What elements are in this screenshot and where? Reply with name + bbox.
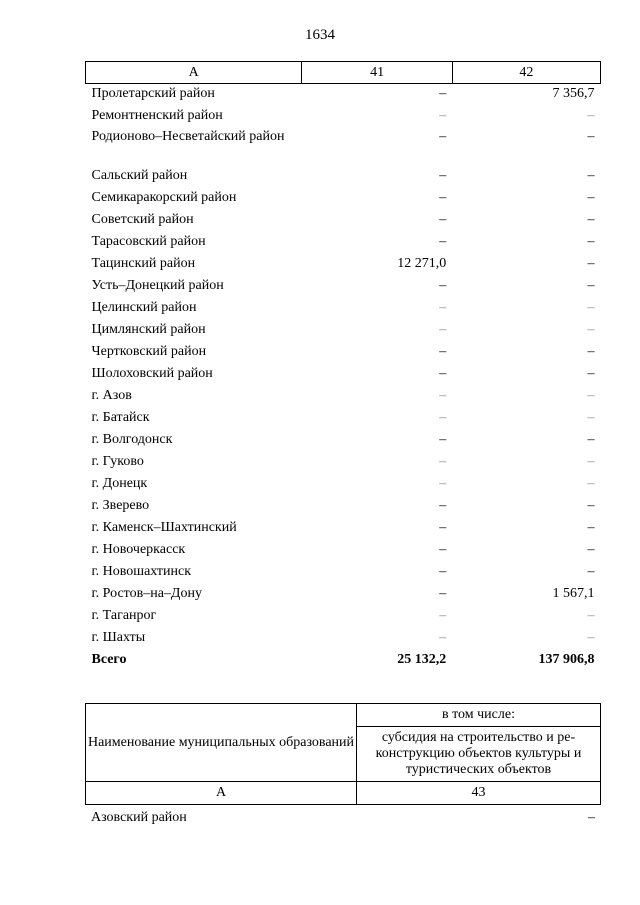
row-value-42: –: [587, 190, 595, 205]
table-header-row: [86, 62, 601, 84]
row-name: Шолоховский район: [91, 366, 213, 381]
row-name: Чертковский район: [91, 344, 207, 359]
table-row: [86, 232, 601, 254]
row-value-41: –: [439, 344, 447, 359]
row-value-41: –: [439, 212, 447, 227]
row-name: Целинский район: [91, 300, 197, 315]
row-value-42: –: [587, 234, 595, 249]
total-row: [86, 650, 601, 672]
row-value-42: –: [587, 454, 595, 469]
table-row: [86, 540, 601, 562]
row-value-42: –: [587, 366, 595, 381]
row-value-41: –: [439, 520, 447, 535]
row-value-42: –: [587, 432, 595, 447]
row-value-41: –: [439, 108, 447, 123]
row-name: г. Азов: [91, 388, 132, 403]
row-value-41: –: [439, 168, 447, 183]
row-value-41: –: [439, 129, 447, 144]
row-value-42: –: [587, 564, 595, 579]
row-name: Родионово–Несветайский район: [91, 129, 285, 144]
row-name: Пролетарский район: [91, 86, 215, 101]
row-value-43: –: [588, 810, 595, 825]
row-name: г. Зверево: [91, 498, 150, 513]
table-row: [86, 320, 601, 342]
row-value-41: –: [439, 322, 447, 337]
table-row: [86, 562, 601, 584]
row-name: г. Новошахтинск: [91, 564, 192, 579]
row-value-41: –: [439, 630, 447, 645]
header-col-a: А: [86, 62, 302, 84]
row-value-42: –: [587, 388, 595, 403]
row-value-42: –: [587, 212, 595, 227]
table-row: [86, 128, 601, 166]
row-value-41: –: [439, 86, 447, 101]
table-row: [91, 810, 595, 826]
row-name: Азовский район: [91, 810, 187, 825]
table-row: [86, 430, 601, 452]
row-value-42: –: [587, 542, 595, 557]
row-value-42: –: [587, 322, 595, 337]
row-name: г. Ростов–на–Дону: [91, 586, 202, 601]
row-value-42: –: [587, 608, 595, 623]
header-col-a: А: [86, 782, 357, 805]
row-name: г. Гуково: [91, 454, 144, 469]
table-row: [86, 584, 601, 606]
row-value-42: 7 356,7: [552, 86, 595, 101]
row-value-42: –: [587, 476, 595, 491]
row-name: г. Каменск–Шахтинский: [91, 520, 237, 535]
row-value-42: –: [587, 498, 595, 513]
table-row: [86, 166, 601, 188]
header-culture-subsidy: субсидия на строительство и ре-конструкцию объектов культуры и туристических объектов: [357, 727, 601, 782]
row-value-41: –: [439, 586, 447, 601]
row-name: Всего: [91, 652, 127, 667]
table-row: [86, 254, 601, 276]
row-value-42: –: [587, 344, 595, 359]
row-value-42: –: [587, 410, 595, 425]
row-name: Ремонтненский район: [91, 108, 223, 123]
table-row: [86, 106, 601, 128]
table-row: [86, 342, 601, 364]
row-name: Тацинский район: [91, 256, 196, 271]
table-row: [86, 452, 601, 474]
table-row: [86, 606, 601, 628]
row-value-41: 12 271,0: [397, 256, 447, 271]
row-value-42: –: [587, 300, 595, 315]
row-value-41: –: [439, 542, 447, 557]
table-body: [86, 84, 601, 673]
allocation-table-cols-41-42: [85, 61, 601, 672]
header-municipality-name: Наименование муниципальных образований: [86, 704, 357, 782]
row-name: г. Таганрог: [91, 608, 157, 623]
row-name: Усть–Донецкий район: [91, 278, 224, 293]
row-value-41: –: [439, 476, 447, 491]
row-name: г. Шахты: [91, 630, 146, 645]
row-value-41: –: [439, 190, 447, 205]
header-including: в том числе:: [357, 704, 601, 727]
table-row: [86, 408, 601, 430]
table-row: [86, 84, 601, 107]
row-name: Сальский район: [91, 168, 188, 183]
table-row: [86, 276, 601, 298]
header-col-42: 42: [452, 62, 600, 84]
row-value-41: –: [439, 366, 447, 381]
row-name: г. Новочеркасск: [91, 542, 186, 557]
row-value-42: –: [587, 278, 595, 293]
row-name: Семикаракорский район: [91, 190, 237, 205]
row-value-41: –: [439, 278, 447, 293]
row-value-41: –: [439, 388, 447, 403]
page-number: 1634: [305, 27, 335, 43]
row-value-41: –: [439, 432, 447, 447]
table-row: [86, 298, 601, 320]
row-value-42: –: [587, 256, 595, 271]
row-value-41: 25 132,2: [397, 652, 447, 667]
table-row: [86, 496, 601, 518]
row-value-41: –: [439, 300, 447, 315]
table-row: [86, 386, 601, 408]
row-name: Тарасовский район: [91, 234, 206, 249]
row-name: г. Донецк: [91, 476, 148, 491]
row-value-42: 137 906,8: [538, 652, 595, 667]
header-col-43: 43: [357, 782, 601, 805]
row-value-41: –: [439, 608, 447, 623]
table-row: [86, 210, 601, 232]
row-name: Цимлянский район: [91, 322, 206, 337]
row-value-42: 1 567,1: [552, 586, 595, 601]
row-name: Советский район: [91, 212, 194, 227]
row-value-42: –: [587, 630, 595, 645]
row-value-41: –: [439, 454, 447, 469]
row-value-42: –: [587, 129, 595, 144]
table-row: [86, 474, 601, 496]
row-value-42: –: [587, 168, 595, 183]
row-value-42: –: [587, 108, 595, 123]
table-row: [86, 518, 601, 540]
header-col-41: 41: [302, 62, 452, 84]
row-value-41: –: [439, 564, 447, 579]
table-row: [86, 364, 601, 386]
table-row: [86, 628, 601, 650]
table-row: [86, 188, 601, 210]
row-name: г. Волгодонск: [91, 432, 173, 447]
row-name: г. Батайск: [91, 410, 150, 425]
row-value-41: –: [439, 410, 447, 425]
row-value-41: –: [439, 234, 447, 249]
row-value-42: –: [587, 520, 595, 535]
allocation-table-col-43: [85, 703, 601, 805]
row-value-41: –: [439, 498, 447, 513]
